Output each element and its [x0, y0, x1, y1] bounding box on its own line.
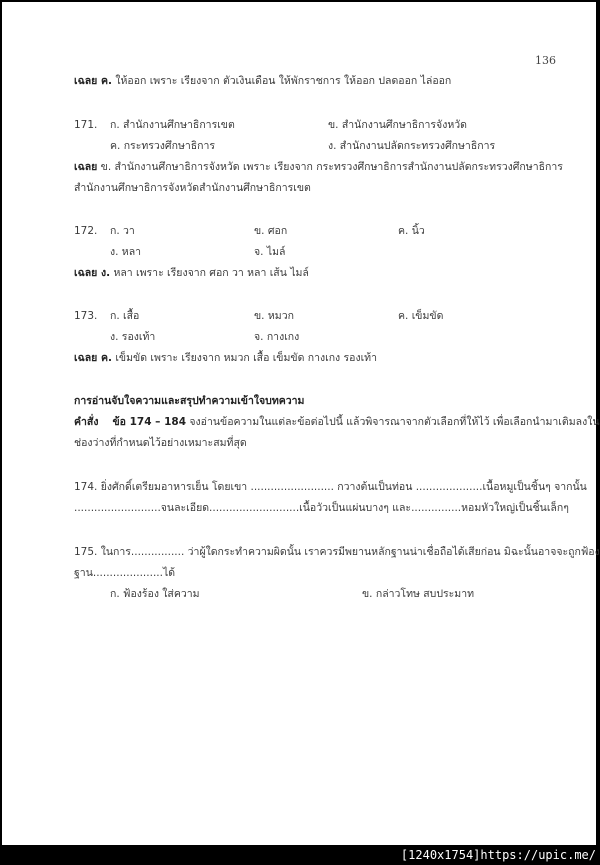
answer-171 [74, 160, 563, 174]
answer-172 [74, 266, 309, 280]
page-number: 136 [535, 54, 556, 67]
question-175-line2: ฐาน.....................ได้ [74, 567, 176, 579]
answer-text: หลา เพราะ เรียงจาก ศอก วา หลา เส้น ไมล์ [110, 267, 309, 279]
answer-label: เฉลย ง. [74, 267, 111, 279]
instruction-label: คำสั่ง [74, 416, 99, 428]
option: ข. ศอก [254, 225, 288, 237]
answer-text: ให้ออก เพราะ เรียงจาก ตัวเงินเดือน ให้พักราชการ ให้ออก ปลดออก ไล่ออก [112, 75, 452, 87]
answer-label: เฉลย ค. [74, 352, 112, 364]
answer-text: ข. สำนักงานศึกษาธิการจังหวัด เพราะ เรียงจาก กระทรวงศึกษาธิการสำนักงานปลัดกระทรวงศึกษาธิการ [97, 161, 563, 173]
option: ข. หมวก [254, 310, 294, 322]
option: ข. สำนักงานศึกษาธิการจังหวัด [328, 119, 467, 131]
document-page [2, 2, 600, 845]
answer-170 [74, 74, 451, 88]
option: ก. ฟ้องร้อง ใส่ความ [110, 588, 200, 600]
question-number: 172. [74, 225, 98, 237]
option: ค. เข็มขัด [398, 310, 444, 322]
option: ง. สำนักงานปลัดกระทรวงศึกษาธิการ [328, 140, 496, 152]
answer-label: เฉลย ค. [74, 75, 112, 87]
answer-173 [74, 351, 377, 365]
section-title: การอ่านจับใจความและสรุปทำความเข้าใจบทความ [74, 395, 305, 407]
question-number: 173. [74, 310, 98, 322]
question-174-line1: 174. ยิ่งศักดิ์เตรียมอาหารเย็น โดยเขา ......................... กวางต้นเป็นท่อน ....................เนื้อหมูเป็นชิ้นๆ จากนั้น [74, 481, 587, 493]
option: จ. ไมล์ [254, 246, 286, 258]
answer-label: เฉลย [74, 161, 98, 173]
option: ค. กระทรวงศึกษาธิการ [110, 140, 216, 152]
instruction-text: จงอ่านข้อความในแต่ละข้อต่อไปนี้ แล้วพิจารณาจากตัวเลือกที่ให้ไว้ เพื่อเลือกนำมาเติมลงใน [186, 416, 600, 428]
option: ก. เสื้อ [110, 310, 140, 322]
option: ก. สำนักงานศึกษาธิการเขต [110, 119, 235, 131]
instruction-range: ข้อ 174 – 184 [112, 416, 187, 428]
answer-text: เข็มขัด เพราะ เรียงจาก หมวก เสื้อ เข็มขัด กางเกง รองเท้า [112, 352, 378, 364]
option: จ. กางเกง [254, 331, 300, 343]
answer-text-continued: สำนักงานศึกษาธิการจังหวัดสำนักงานศึกษาธิการเขต [74, 182, 311, 194]
option: ข. กล่าวโทษ สบประมาท [362, 588, 475, 600]
question-175-line1: 175. ในการ................ ว่าผู้ใดกระทำความผิดนั้น เราควรมีพยานหลักฐานน่าเชื่อถือได้เสียก่อน มิฉะนั้นอาจจะถูกฟ้อง [74, 546, 600, 558]
instruction-continued: ช่องว่างที่กำหนดไว้อย่างเหมาะสมที่สุด [74, 437, 247, 449]
instruction [74, 415, 600, 429]
question-174-line2: ..........................จนละเอียด...........................เนื้อวัวเป็นแผ่นบางๆ และ...............หอมหัวใหญ่เป็นชิ้นเล็กๆ [74, 502, 569, 514]
option: ก. วา [110, 225, 135, 237]
image-size-watermark: [1240x1754]https://upic.me/ [400, 848, 596, 862]
option: ค. นิ้ว [398, 225, 425, 237]
option: ง. หลา [110, 246, 142, 258]
option: ง. รองเท้า [110, 331, 156, 343]
question-number: 171. [74, 119, 98, 131]
